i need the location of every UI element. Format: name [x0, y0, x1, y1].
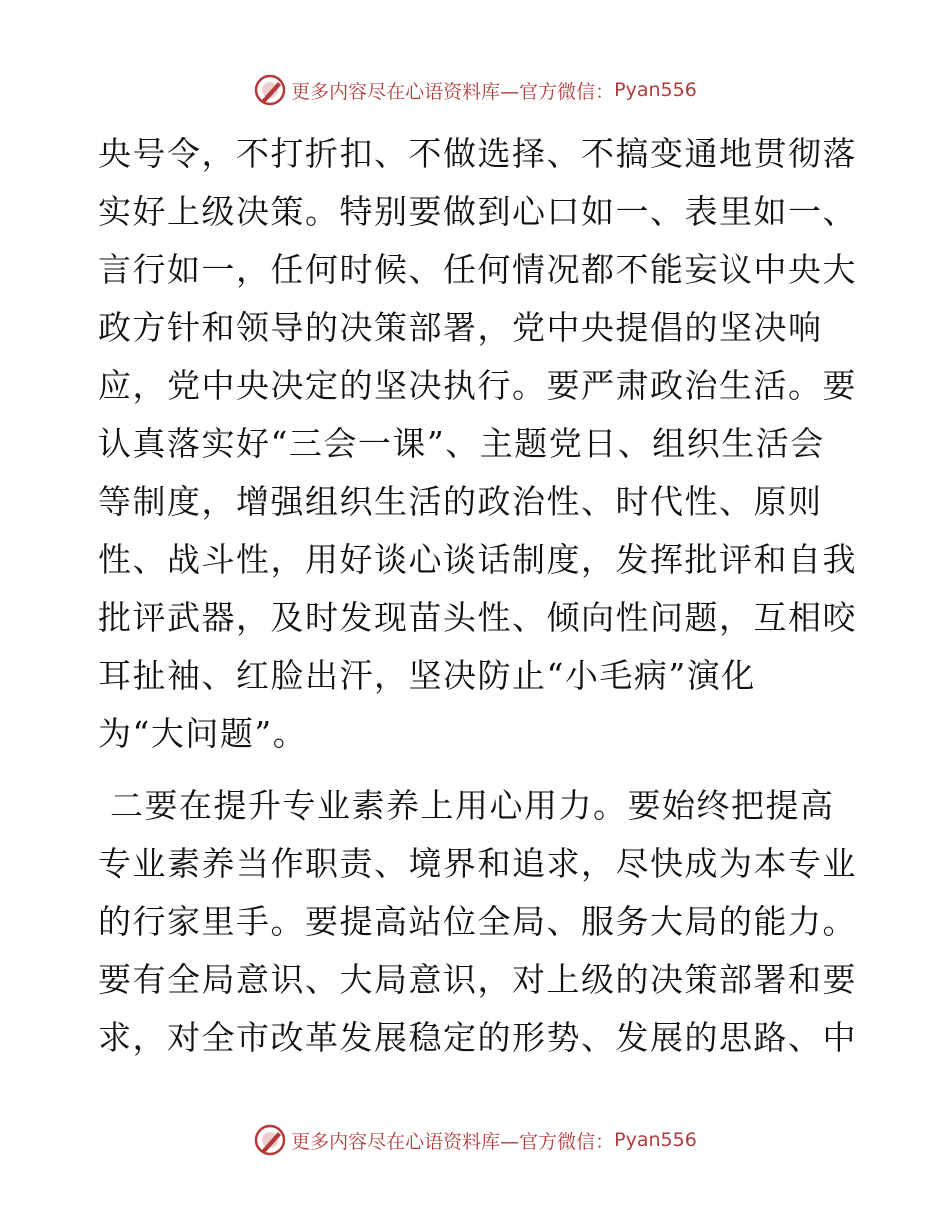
- text-line: 等制度，增强组织生活的政治性、时代性、原则: [98, 482, 823, 521]
- text-line: 政方针和领导的决策部署，党中央提倡的坚决响: [98, 308, 823, 347]
- header-wechat-id: Pyan556: [614, 79, 697, 101]
- pen-logo-icon: [253, 1123, 287, 1157]
- text-line: 应，党中央决定的坚决执行。要严肃政治生活。要: [98, 366, 857, 405]
- text-line: 言行如一，任何时候、任何情况都不能妄议中央大: [98, 250, 857, 289]
- paragraph-2: [98, 777, 858, 1067]
- text-line: 为“大问题”。: [98, 714, 308, 753]
- text-line: 认真落实好“三会一课”、主题党日、组织生活会: [98, 424, 825, 463]
- text-line: 批评武器，及时发现苗头性、倾向性问题，互相咬: [98, 598, 857, 637]
- footer-wechat-id: Pyan556: [614, 1129, 697, 1151]
- header-banner-text: 更多内容尽在心语资料库—官方微信：: [291, 80, 615, 103]
- text-line: 专业素养当作职责、境界和追求，尽快成为本专业: [98, 844, 857, 883]
- header-banner: [0, 70, 950, 110]
- text-line: 的行家里手。要提高站位全局、服务大局的能力。: [98, 902, 857, 941]
- text-line: 央号令，不打折扣、不做选择、不搞变通地贯彻落: [98, 134, 857, 173]
- footer-banner: [0, 1120, 950, 1160]
- text-line: 耳扯袖、红脸出汗，坚决防止“小毛病”演化: [98, 656, 756, 695]
- paragraph-1: [98, 125, 858, 763]
- text-line: 二要在提升专业素养上用心用力。要始终把提高: [98, 786, 835, 825]
- text-line: 求，对全市改革发展稳定的形势、发展的思路、中: [98, 1018, 857, 1057]
- pen-logo-icon: [253, 73, 287, 107]
- text-line: 性、战斗性，用好谈心谈话制度，发挥批评和自我: [98, 540, 857, 579]
- text-line: 实好上级决策。特别要做到心口如一、表里如一、: [98, 192, 857, 231]
- footer-banner-text: 更多内容尽在心语资料库—官方微信：: [291, 1130, 615, 1153]
- document-body: [98, 125, 858, 1067]
- text-line: 要有全局意识、大局意识，对上级的决策部署和要: [98, 960, 857, 999]
